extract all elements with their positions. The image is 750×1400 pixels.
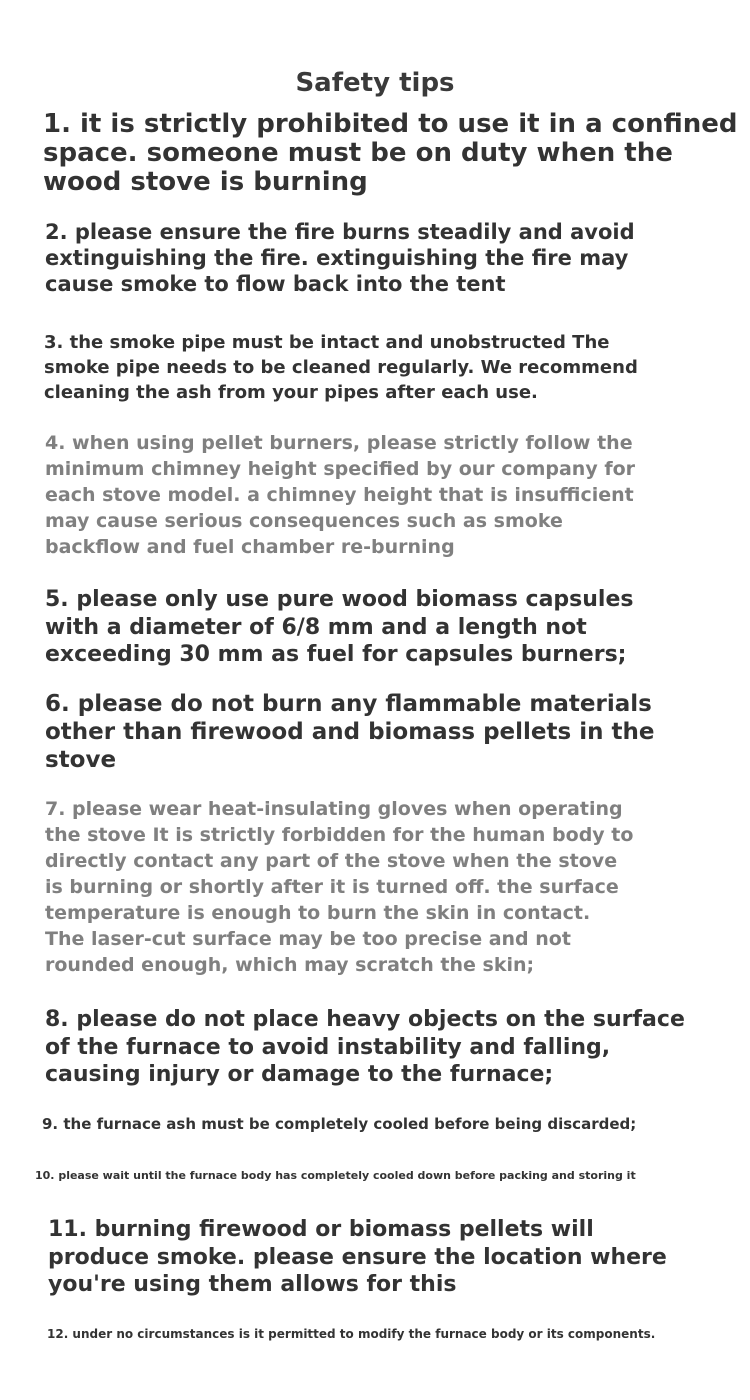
page-title: Safety tips bbox=[295, 68, 455, 99]
safety-tip-9: 9. the furnace ash must be completely cooled before being discarded; bbox=[42, 1115, 637, 1133]
safety-tip-3: 3. the smoke pipe must be intact and unobstructed The smoke pipe needs to be cleaned regularly. We recommend cleaning the ash from your pipes after each use. bbox=[44, 332, 638, 403]
safety-tip-1: 1. it is strictly prohibited to use it in a confined space. someone must be on duty when the wood stove is burning bbox=[43, 109, 738, 197]
safety-tip-7: 7. please wear heat-insulating gloves when operating the stove It is strictly forbidden for the human body to directly contact any part of the stove when the stove is burning or shortly after it is turned off. the surface temperature is enough to burn the skin in contact. The laser-cut surface may be too precise and not rounded enough, which may scratch the skin; bbox=[45, 798, 634, 976]
safety-tip-11: 11. burning firewood or biomass pellets will produce smoke. please ensure the location where you're using them allows for this bbox=[48, 1217, 667, 1297]
safety-tip-2: 2. please ensure the fire burns steadily and avoid extinguishing the fire. extinguishing the fire may cause smoke to flow back into the tent bbox=[45, 220, 635, 296]
safety-tip-12: 12. under no circumstances is it permitted to modify the furnace body or its components. bbox=[47, 1327, 656, 1341]
safety-tip-6: 6. please do not burn any flammable materials other than firewood and biomass pellets in the stove bbox=[45, 691, 655, 773]
safety-tip-5: 5. please only use pure wood biomass capsules with a diameter of 6/8 mm and a length not exceeding 30 mm as fuel for capsules burners; bbox=[45, 587, 634, 667]
safety-tip-10: 10. please wait until the furnace body has completely cooled down before packing and storing it bbox=[35, 1169, 636, 1182]
safety-tip-4: 4. when using pellet burners, please strictly follow the minimum chimney height specified by our company for each stove model. a chimney height that is insufficient may cause serious consequences such as smoke backflow and fuel chamber re-burning bbox=[45, 432, 636, 558]
safety-tip-8: 8. please do not place heavy objects on the surface of the furnace to avoid instability and falling, causing injury or damage to the furnace; bbox=[45, 1007, 685, 1087]
